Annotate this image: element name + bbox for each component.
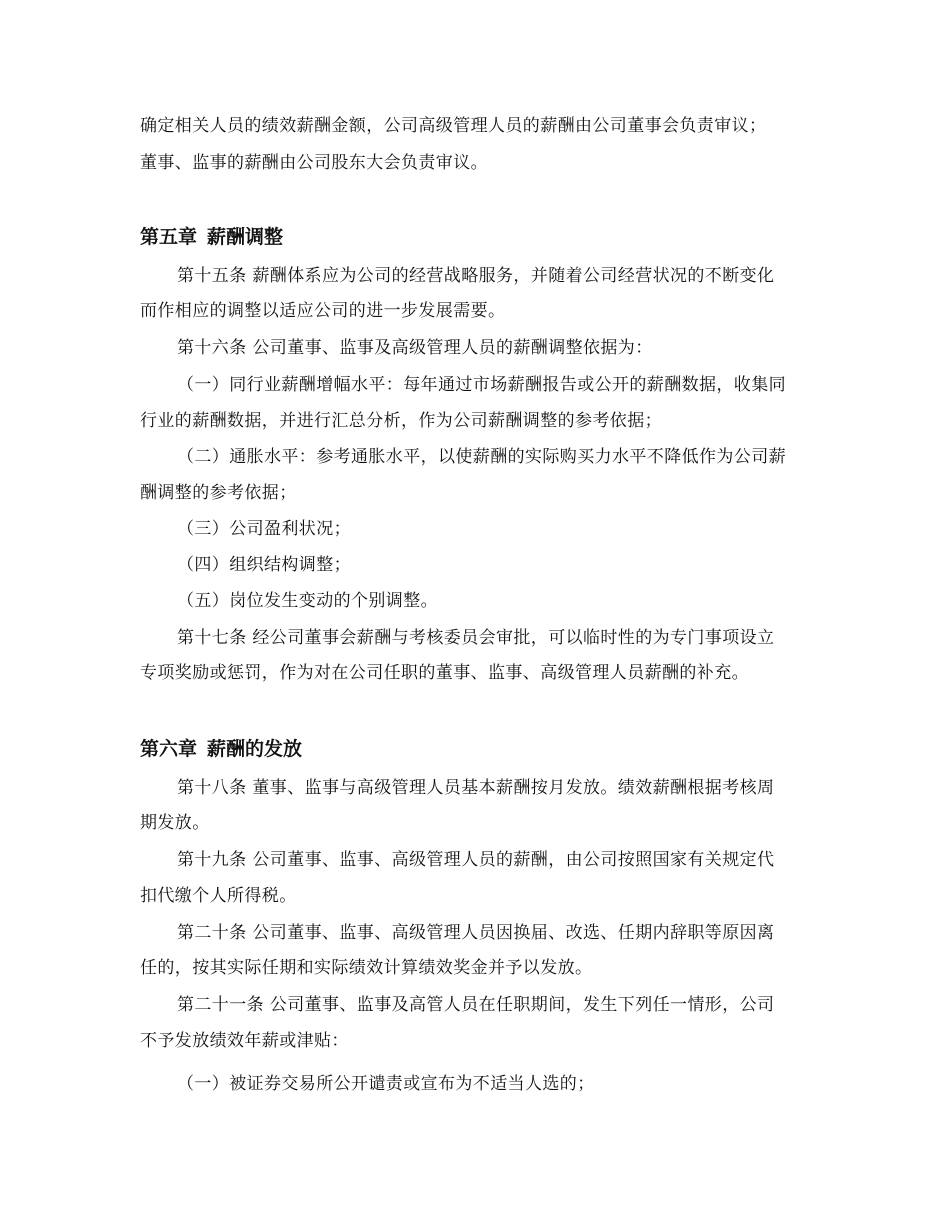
c5-item-2-line-1: （二）通胀水平：参考通胀水平，以使薪酬的实际购买力水平不降低作为公司薪: [177, 447, 786, 467]
article-15-line-1: 第十五条 薪酬体系应为公司的经营战略服务，并随着公司经营状况的不断变化: [177, 266, 775, 286]
article-17-line-1: 第十七条 经公司董事会薪酬与考核委员会审批，可以临时性的为专门事项设立: [177, 628, 775, 648]
chapter-6-title: 薪酬的发放: [207, 738, 303, 760]
c5-item-4: （四）组织结构调整；: [177, 555, 351, 575]
c5-item-1-line-1: （一）同行业薪酬增幅水平：每年通过市场薪酬报告或公开的薪酬数据，收集同: [177, 375, 786, 395]
article-19-line-2: 扣代缴个人所得税。: [140, 886, 297, 906]
article-20-line-1: 第二十条 公司董事、监事、高级管理人员因换届、改选、任期内辞职等原因离: [177, 923, 775, 943]
chapter-5-number: 第五章: [140, 226, 198, 248]
article-15-line-2: 而作相应的调整以适应公司的进一步发展需要。: [140, 301, 506, 321]
article-21-line-2: 不予发放绩效年薪或津贴：: [140, 1031, 349, 1051]
article-18-line-2: 期发放。: [140, 813, 210, 833]
article-20-line-2: 任的，按其实际任期和实际绩效计算绩效奖金并予以发放。: [140, 958, 593, 978]
article-21-line-1: 第二十一条 公司董事、监事及高管人员在任职期间，发生下列任一情形，公司: [177, 995, 775, 1015]
c5-item-3: （三）公司盈利状况；: [177, 519, 351, 539]
c6-item-1: （一）被证券交易所公开谴责或宣布为不适当人选的；: [177, 1074, 595, 1094]
article-19-line-1: 第十九条 公司董事、监事、高级管理人员的薪酬，由公司按照国家有关规定代: [177, 850, 775, 870]
chapter-5-heading: [140, 225, 283, 249]
chapter-5-title: 薪酬调整: [207, 226, 284, 248]
c5-item-2-line-2: 酬调整的参考依据；: [140, 483, 297, 503]
chapter-6-heading: [140, 737, 302, 761]
article-17-line-2: 专项奖励或惩罚，作为对在公司任职的董事、监事、高级管理人员薪酬的补充。: [140, 663, 749, 683]
article-16-line-1: 第十六条 公司董事、监事及高级管理人员的薪酬调整依据为：: [177, 338, 653, 358]
c5-item-5: （五）岗位发生变动的个别调整。: [177, 591, 438, 611]
c5-item-1-line-2: 行业的薪酬数据，并进行汇总分析，作为公司薪酬调整的参考依据；: [140, 411, 662, 431]
chapter-6-number: 第六章: [140, 738, 198, 760]
intro-line-2: 董事、监事的薪酬由公司股东大会负责审议。: [140, 153, 488, 173]
intro-line-1: 确定相关人员的绩效薪酬金额，公司高级管理人员的薪酬由公司董事会负责审议；: [140, 116, 767, 136]
article-18-line-1: 第十八条 董事、监事与高级管理人员基本薪酬按月发放。绩效薪酬根据考核周: [177, 778, 775, 798]
